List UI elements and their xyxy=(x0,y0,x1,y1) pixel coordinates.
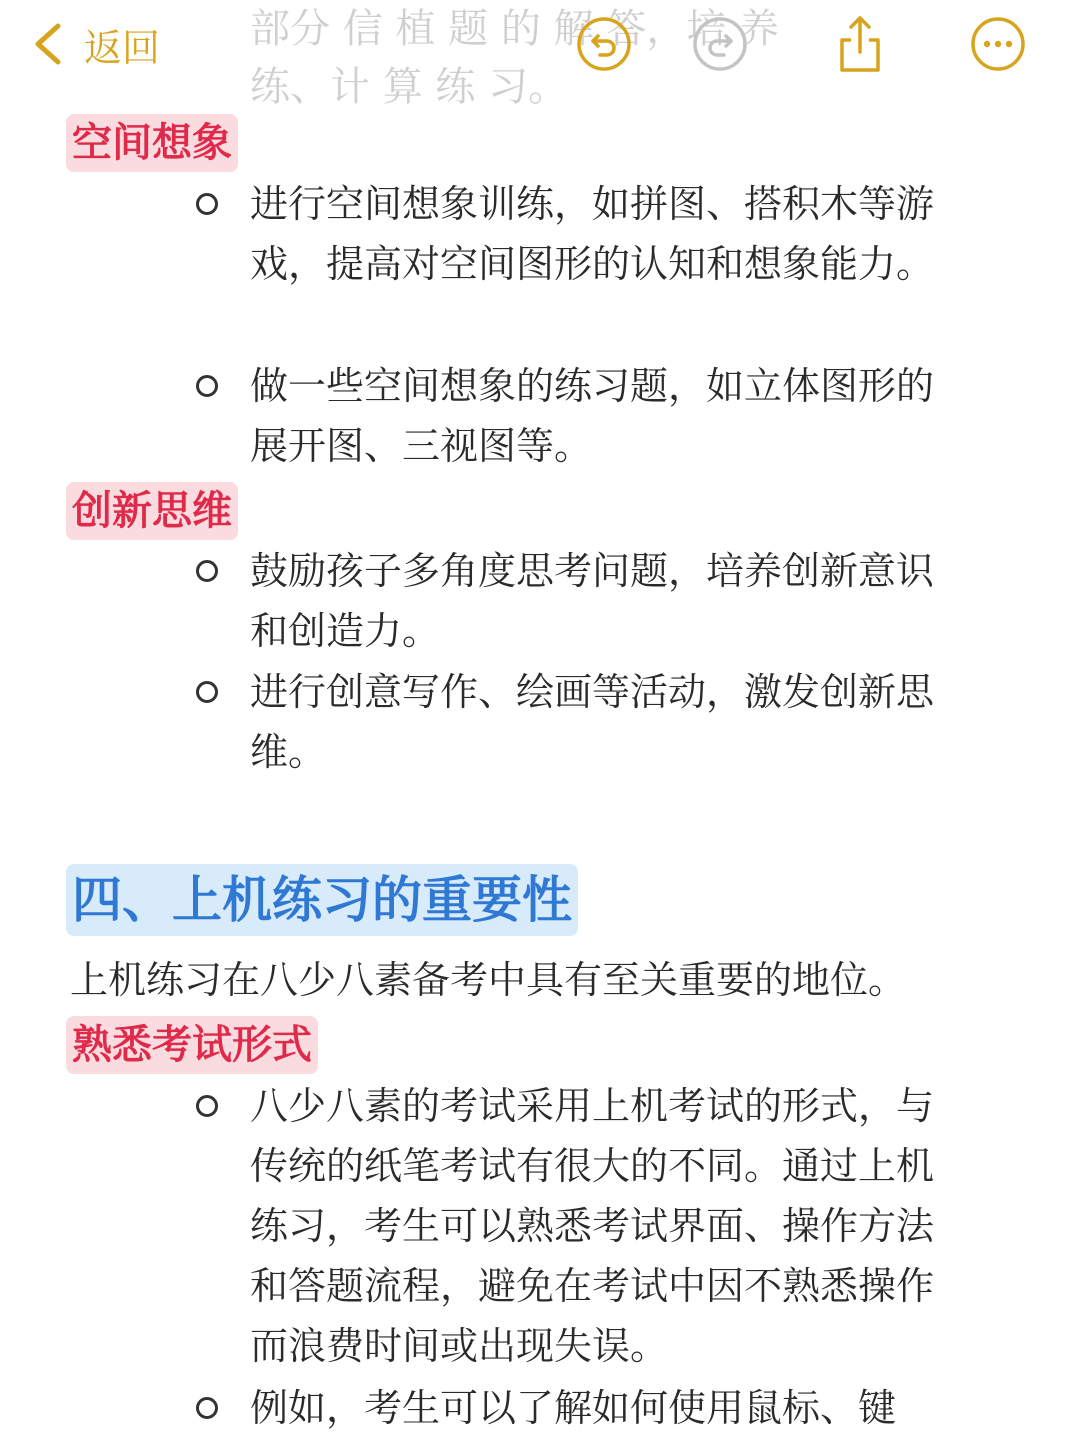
list-bullet-icon xyxy=(196,1397,218,1419)
section-heading: 四、上机练习的重要性 xyxy=(66,864,578,936)
chevron-left-icon xyxy=(30,20,66,68)
back-button[interactable] xyxy=(30,14,160,74)
undo-icon xyxy=(574,14,634,74)
list-item: 进行空间想象训练，如拼图、搭积木等游戏，提高对空间图形的认知和想象能力。 xyxy=(250,182,935,286)
more-button[interactable] xyxy=(968,14,1028,74)
list-bullet-icon xyxy=(196,560,218,582)
back-label: 返回 xyxy=(84,25,161,70)
tag-spatial-imagination: 空间想象 xyxy=(66,114,238,172)
share-icon xyxy=(830,14,890,74)
tag-familiar-exam-format: 熟悉考试形式 xyxy=(66,1016,318,1074)
list-item: 做一些空间想象的练习题，如立体图形的展开图、三视图等。 xyxy=(250,364,935,468)
redo-icon xyxy=(690,14,750,74)
faded-line-2: 练、计 算 练 习。 xyxy=(250,64,569,110)
list-bullet-icon xyxy=(196,681,218,703)
undo-button[interactable] xyxy=(574,14,634,74)
faded-line-1: 部分 信 植 题 的 解 答，培 养 xyxy=(250,6,780,52)
list-item: 例如，考生可以了解如何使用鼠标、键 xyxy=(250,1386,897,1430)
more-icon xyxy=(968,14,1028,74)
list-item: 进行创意写作、绘画等活动，激发创新思维。 xyxy=(250,670,935,774)
redo-button[interactable] xyxy=(690,14,750,74)
top-navigation-bar xyxy=(0,0,1080,92)
section-intro: 上机练习在八少八素备考中具有至关重要的地位。 xyxy=(70,958,907,1002)
list-item: 鼓励孩子多角度思考问题，培养创新意识和创造力。 xyxy=(250,549,935,653)
share-button[interactable] xyxy=(830,14,890,74)
list-item: 八少八素的考试采用上机考试的形式，与传统的纸笔考试有很大的不同。通过上机练习，考生可以熟悉考试界面、操作方法和答题流程，避免在考试中因不熟悉操作而浪费时间或出现失误。 xyxy=(250,1084,935,1368)
tag-innovative-thinking: 创新思维 xyxy=(66,482,238,540)
list-bullet-icon xyxy=(196,1095,218,1117)
list-bullet-icon xyxy=(196,193,218,215)
list-bullet-icon xyxy=(196,375,218,397)
